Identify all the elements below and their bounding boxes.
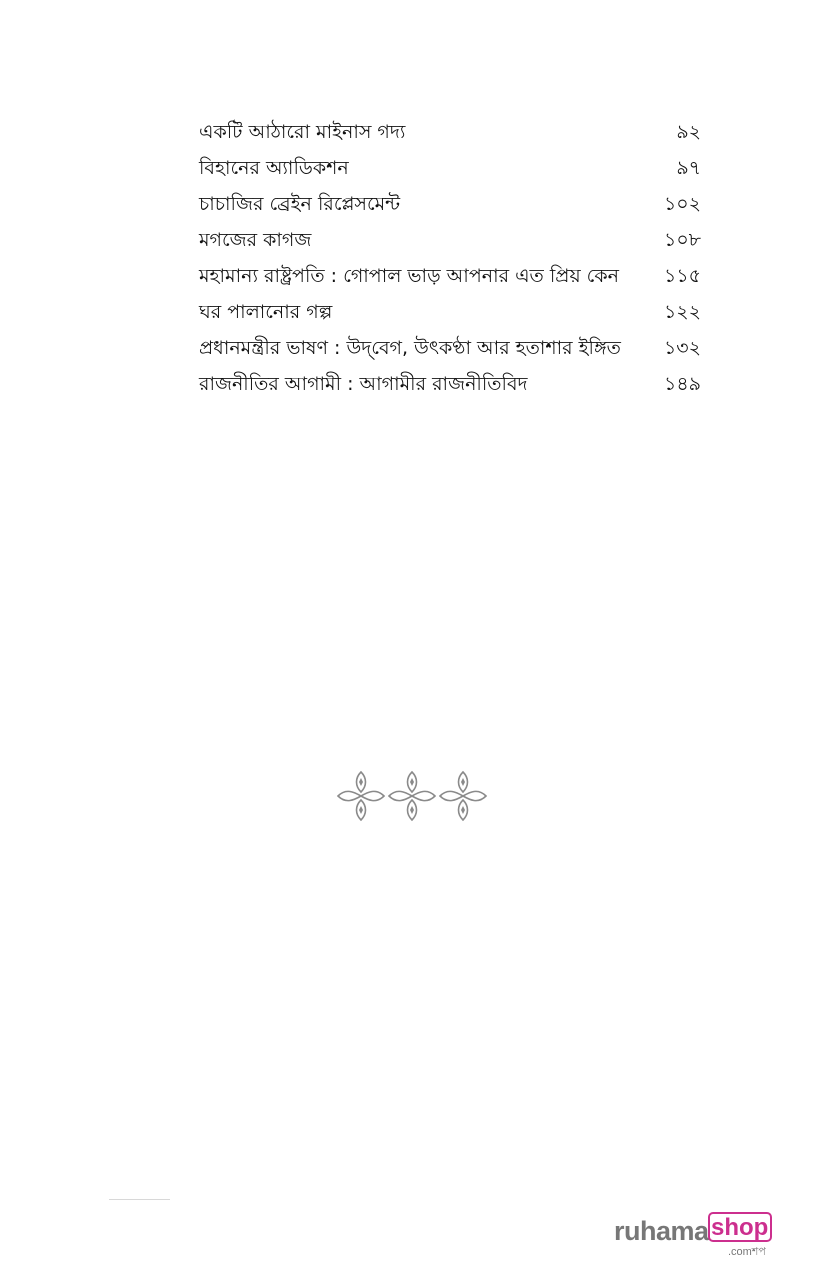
logo-wordmark: ruhama bbox=[614, 1216, 709, 1246]
toc-entry-page: ১০২ bbox=[663, 193, 701, 215]
toc-entry bbox=[199, 224, 701, 260]
floral-ornament-icon bbox=[336, 770, 488, 822]
logo-boxed-word: shop bbox=[711, 1214, 769, 1241]
toc-entry-page: ১৩২ bbox=[663, 337, 701, 359]
divider bbox=[109, 1199, 170, 1200]
toc-entry bbox=[199, 260, 701, 296]
toc-entry-title: একটি আঠারো মাইনাস গদ্য bbox=[199, 121, 406, 143]
table-of-contents bbox=[199, 116, 701, 404]
logo-domain: .comশপ bbox=[728, 1246, 766, 1258]
toc-entry-title: ঘর পালানোর গল্প bbox=[199, 301, 333, 323]
toc-entry bbox=[199, 116, 701, 152]
toc-entry-title: চাচাজির ব্রেইন রিপ্লেসমেন্ট bbox=[199, 193, 401, 215]
toc-entry-page: ১০৮ bbox=[663, 229, 701, 251]
toc-entry-title: বিহানের অ্যাডিকশন bbox=[199, 157, 349, 179]
toc-entry-page: ১১৫ bbox=[664, 265, 701, 287]
toc-entry-page: ৯৭ bbox=[676, 157, 701, 179]
toc-entry bbox=[199, 188, 701, 224]
toc-entry bbox=[199, 332, 701, 368]
toc-entry bbox=[199, 296, 701, 332]
toc-entry bbox=[199, 152, 701, 188]
toc-entry-page: ১৪৯ bbox=[664, 373, 701, 395]
toc-entry-title: মগজের কাগজ bbox=[199, 229, 312, 251]
toc-entry-page: ৯২ bbox=[676, 121, 701, 143]
toc-entry-title: রাজনীতির আগামী : আগামীর রাজনীতিবিদ bbox=[199, 373, 528, 395]
toc-entry-page: ১২২ bbox=[663, 301, 701, 323]
toc-entry-title: প্রধানমন্ত্রীর ভাষণ : উদ্‌বেগ, উৎকণ্ঠা আর হতাশার ইঙ্গিত bbox=[199, 337, 621, 359]
toc-entry-title: মহামান্য রাষ্ট্রপতি : গোপাল ভাড় আপনার এত প্রিয় কেন bbox=[199, 265, 620, 287]
toc-entry bbox=[199, 368, 701, 404]
ruhamashop-logo bbox=[614, 1212, 776, 1258]
